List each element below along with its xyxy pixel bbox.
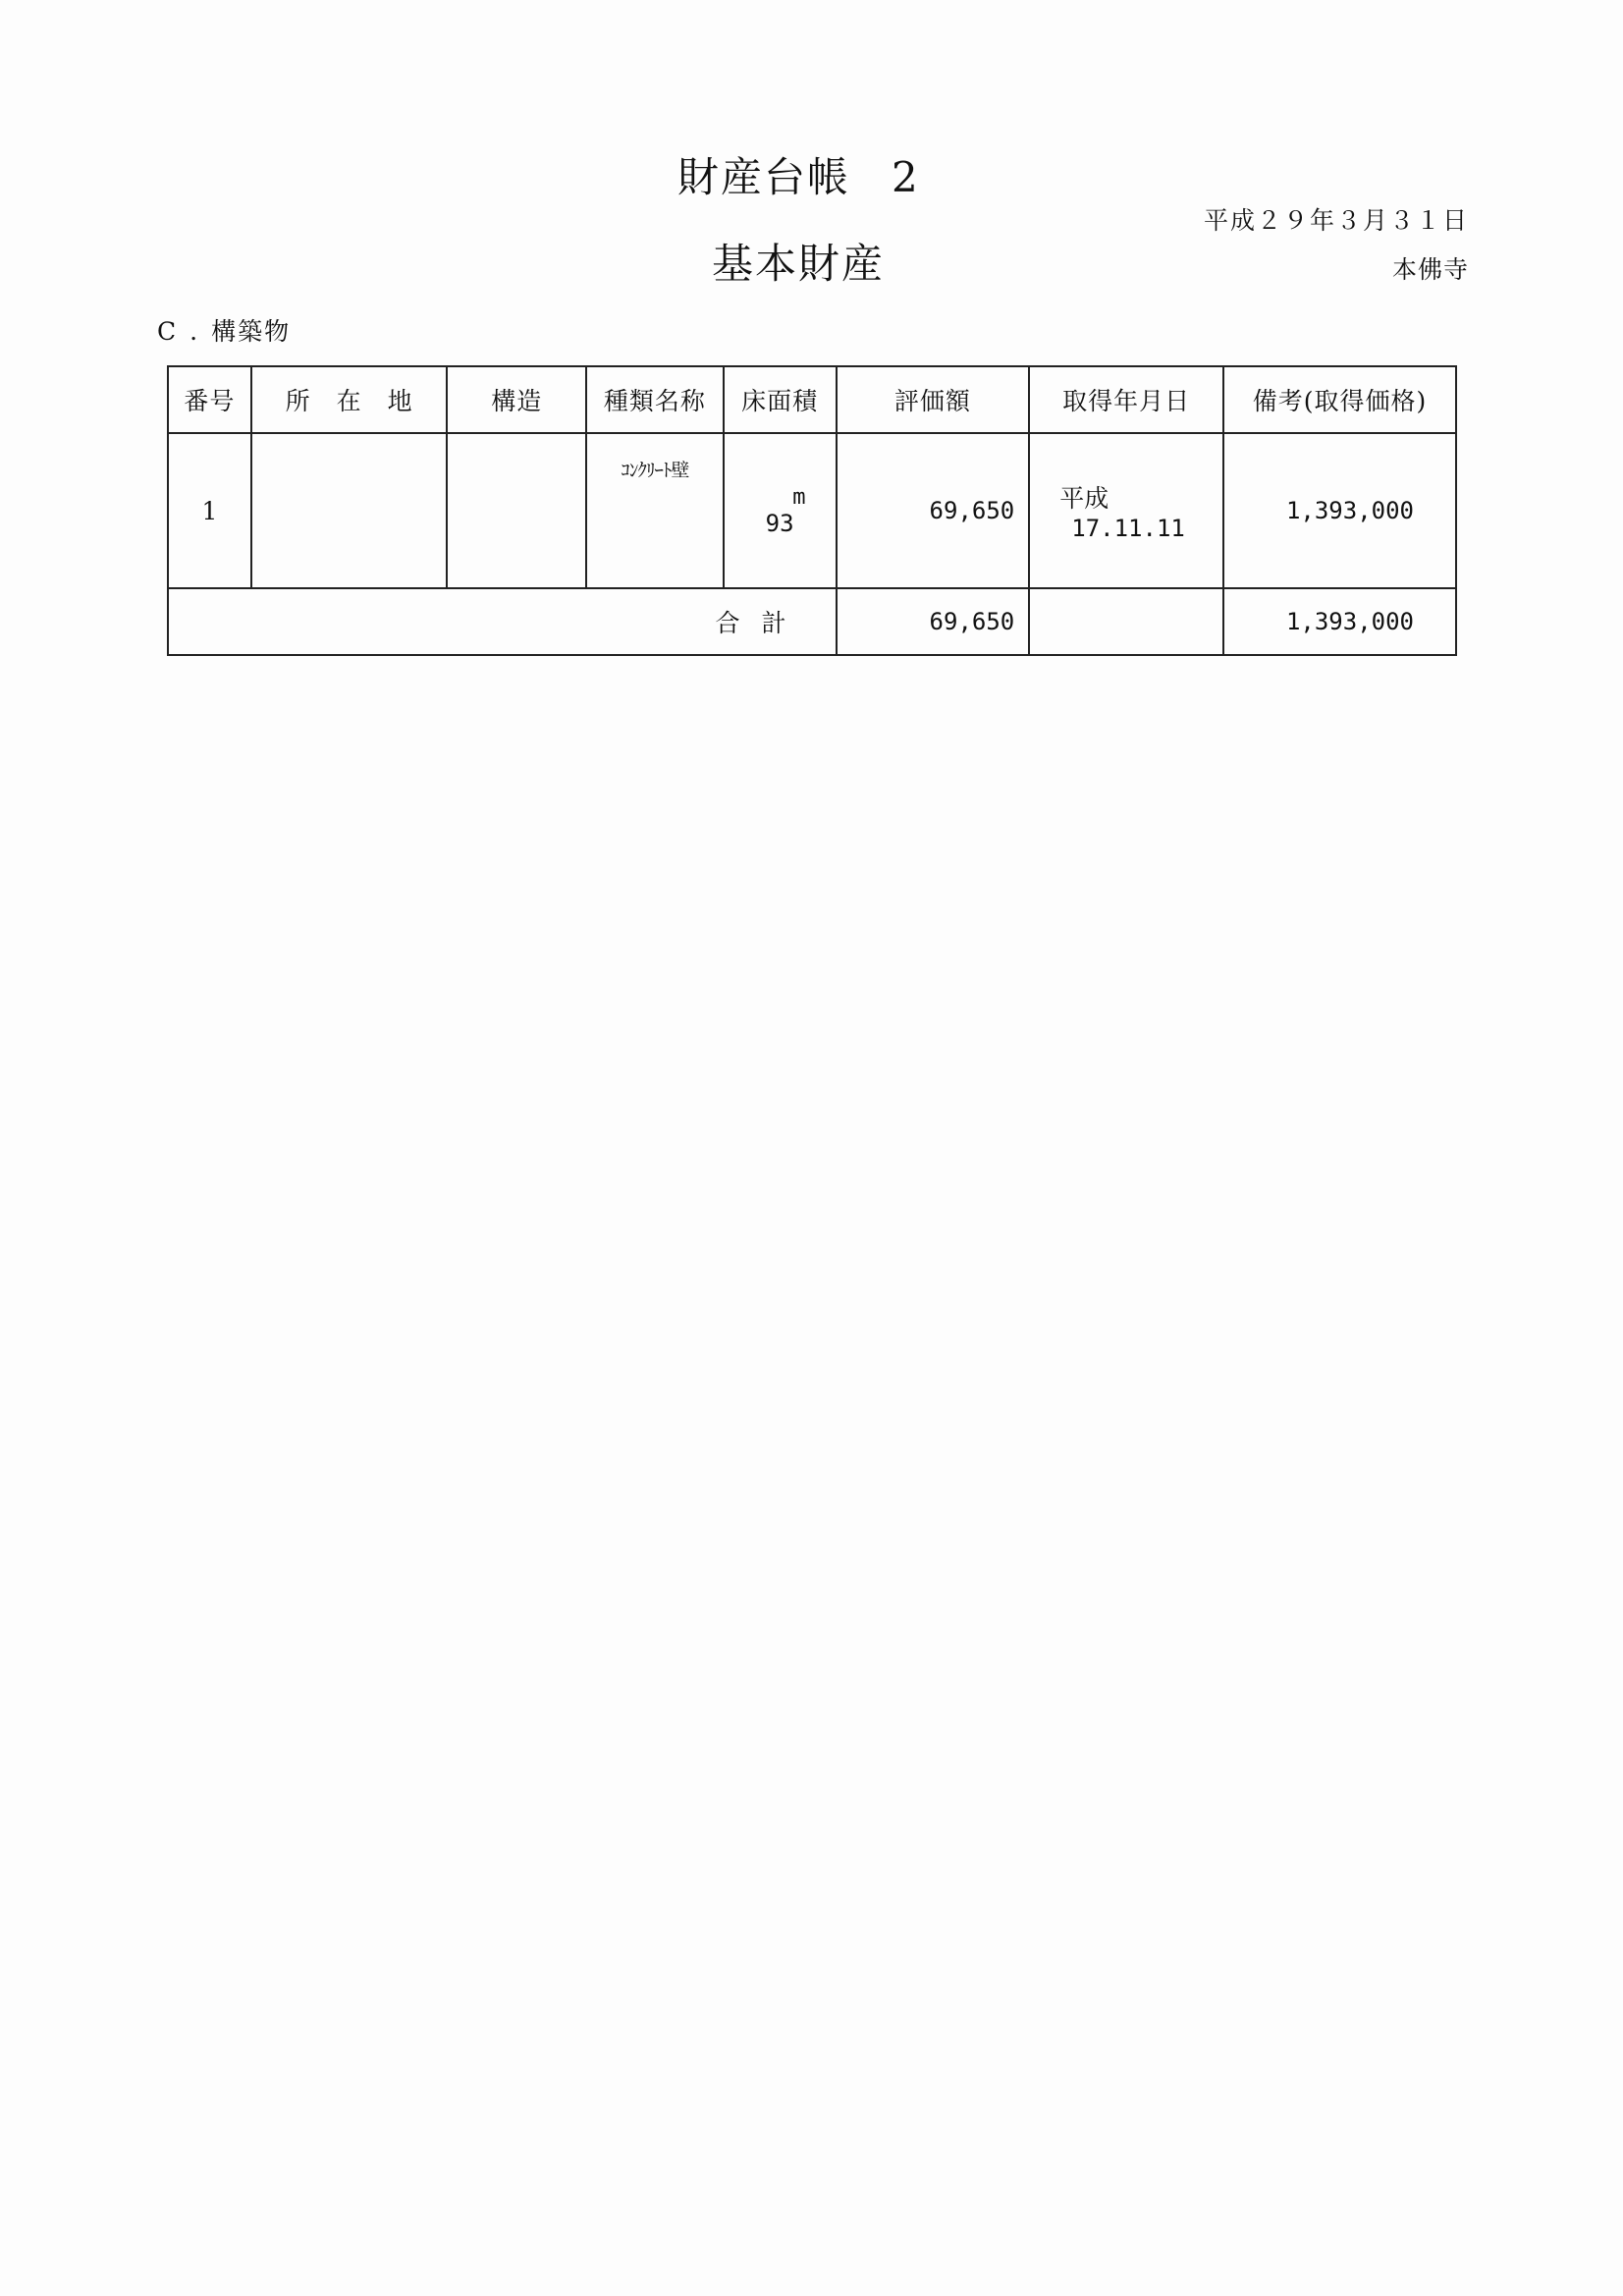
ledger-title: 財産台帳: [677, 153, 851, 201]
header-remarks: 備考(取得価格): [1223, 366, 1456, 433]
header-acquired-date: 取得年月日: [1029, 366, 1223, 433]
acquired-era: 平成: [1059, 484, 1109, 513]
cell-type-name: ｺﾝｸﾘｰﾄ壁: [586, 433, 724, 588]
page-subtitle: 基本財産: [712, 240, 886, 288]
asset-ledger-table: [167, 365, 1457, 656]
header-structure: 構造: [447, 366, 586, 433]
section-dot: .: [189, 317, 200, 346]
total-label: 合計: [168, 588, 837, 655]
ledger-number: 2: [892, 153, 920, 201]
section-label: 構築物: [211, 317, 292, 346]
total-row: [168, 588, 1456, 655]
organization-name: 本佛寺: [1391, 255, 1469, 284]
cell-acquired-date: [1029, 433, 1223, 588]
cell-floor-area: [724, 433, 837, 588]
section-heading: [157, 312, 291, 348]
acquired-date-value: 17.11.11: [1071, 515, 1185, 542]
header-number: 番号: [168, 366, 251, 433]
cell-valuation: 69,650: [837, 433, 1030, 588]
cell-location: [251, 433, 448, 588]
cell-remarks: 1,393,000: [1223, 433, 1456, 588]
section-letter: C: [157, 317, 179, 346]
cell-number: 1: [168, 433, 251, 588]
page-title: [677, 145, 920, 204]
header-type-name: 種類名称: [586, 366, 724, 433]
area-value: 93: [765, 509, 794, 537]
area-unit: m: [792, 484, 806, 510]
header-valuation: 評価額: [837, 366, 1030, 433]
table-row: [168, 433, 1456, 588]
document-date: 平成２９年３月３１日: [1203, 206, 1469, 235]
header-floor-area: 床面積: [724, 366, 837, 433]
table-header-row: [168, 366, 1456, 433]
header-location: 所 在 地: [251, 366, 448, 433]
cell-structure: [447, 433, 586, 588]
total-remarks: 1,393,000: [1223, 588, 1456, 655]
total-valuation: 69,650: [837, 588, 1030, 655]
total-acquired-date: [1029, 588, 1223, 655]
